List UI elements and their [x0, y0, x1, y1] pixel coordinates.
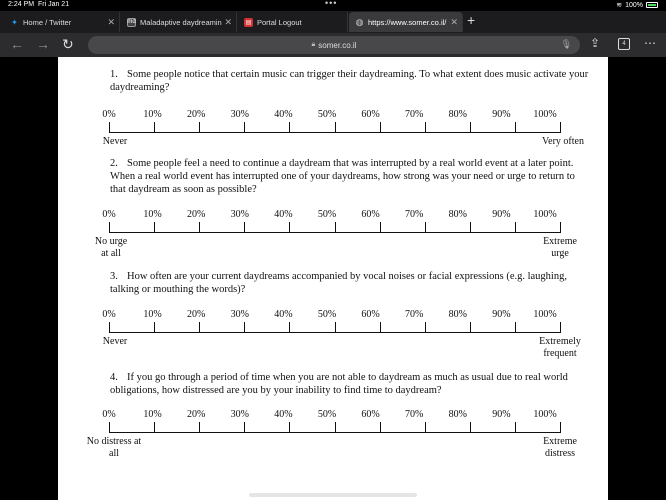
- url-text: somer.co.il: [318, 40, 357, 50]
- scale-tick: [109, 222, 110, 233]
- md-icon: md: [127, 19, 136, 25]
- twitter-icon: ✦: [11, 17, 18, 27]
- rating-scale[interactable]: [109, 222, 561, 233]
- portal-icon: ▤: [245, 19, 252, 26]
- scale-label: 20%: [187, 309, 206, 320]
- question-number: 1.: [110, 69, 118, 80]
- scale-tick: [154, 422, 155, 433]
- scale-tick: [154, 122, 155, 133]
- scale-label: 60%: [361, 309, 380, 320]
- question-text: [110, 270, 590, 296]
- scale-tick: [470, 422, 471, 433]
- tab-label: Maladaptive daydreamin: [140, 17, 222, 27]
- scale-label: 90%: [492, 109, 511, 120]
- scale-label: 80%: [448, 309, 467, 320]
- scale-label: 0%: [102, 309, 116, 320]
- rating-scale[interactable]: [109, 322, 561, 333]
- scale-high-label: Extremely frequent: [539, 336, 581, 359]
- scale-label: 20%: [187, 109, 206, 120]
- question-number: 2.: [110, 158, 118, 169]
- scale-tick: [515, 122, 516, 133]
- scale-tick: [560, 322, 561, 333]
- scale-label: 70%: [405, 309, 424, 320]
- scale-tick: [154, 222, 155, 233]
- scale-label: 90%: [492, 209, 511, 220]
- tab-label: https://www.somer.co.il/: [368, 17, 447, 27]
- scale-label: 20%: [187, 409, 206, 420]
- scale-tick: [380, 122, 381, 133]
- address-bar[interactable]: [88, 36, 580, 54]
- scale-tick: [199, 422, 200, 433]
- question-number: 4.: [110, 372, 118, 383]
- scale-label: 0%: [102, 209, 116, 220]
- scale-tick: [244, 122, 245, 133]
- scale-tick: [109, 122, 110, 133]
- status-bar: [0, 0, 666, 10]
- scale-tick: [289, 222, 290, 233]
- tab-portal[interactable]: [238, 12, 348, 32]
- scale-tick: [244, 422, 245, 433]
- tab-maladaptive[interactable]: [121, 12, 237, 32]
- scale-label: 40%: [274, 209, 293, 220]
- tab-bar: [0, 11, 666, 33]
- back-icon[interactable]: ←: [10, 36, 24, 52]
- document-page: [58, 57, 608, 500]
- scale-label: 10%: [143, 209, 162, 220]
- question-text: [110, 371, 590, 397]
- scale-label: 70%: [405, 409, 424, 420]
- close-tab-icon[interactable]: ✕: [224, 17, 232, 27]
- scale-tick: [425, 122, 426, 133]
- lock-icon: 🔒︎: [311, 41, 316, 48]
- scale-tick: [335, 222, 336, 233]
- scale-label: 50%: [317, 309, 337, 320]
- tab-overview-button[interactable]: 4: [618, 38, 630, 50]
- scale-tick: [380, 322, 381, 333]
- scale-label: 30%: [230, 309, 249, 320]
- wifi-icon: ≋: [616, 2, 623, 9]
- question-body: How often are your current daydreams accompanied by vocal noises or facial expressions (e.g. laughing, talking or mouthing the words)?: [110, 271, 567, 295]
- scale-tick: [515, 422, 516, 433]
- scale-label: 10%: [143, 409, 162, 420]
- scale-label: 100%: [533, 309, 557, 320]
- tab-label: Portal Logout: [257, 17, 302, 27]
- reload-icon[interactable]: ↻: [62, 36, 74, 52]
- scale-label: 10%: [143, 109, 162, 120]
- scale-tick: [470, 122, 471, 133]
- scale-label: 100%: [533, 209, 557, 220]
- scale-label: 40%: [274, 409, 293, 420]
- microphone-icon[interactable]: 🎙︎: [560, 39, 572, 49]
- toolbar: [0, 33, 666, 57]
- scale-high-label: Very often: [542, 136, 584, 147]
- scale-label: 60%: [361, 409, 380, 420]
- scale-tick: [154, 322, 155, 333]
- scale-label: 30%: [230, 109, 249, 120]
- scale-tick: [289, 422, 290, 433]
- tab-twitter[interactable]: [4, 12, 120, 32]
- scale-label: 0%: [102, 109, 116, 120]
- scale-label: 100%: [533, 409, 557, 420]
- scale-tick: [425, 222, 426, 233]
- scale-label: 80%: [448, 409, 467, 420]
- scale-high-label: Extreme distress: [543, 436, 577, 459]
- scale-label: 30%: [230, 209, 249, 220]
- scale-label: 50%: [317, 209, 337, 220]
- question-number: 3.: [110, 271, 118, 282]
- scale-label: 100%: [533, 109, 557, 120]
- scale-label: 40%: [274, 309, 293, 320]
- scale-tick: [470, 222, 471, 233]
- scale-label: 30%: [230, 409, 249, 420]
- scale-tick: [380, 422, 381, 433]
- scale-tick: [515, 322, 516, 333]
- scale-tick: [425, 322, 426, 333]
- scale-tick: [335, 122, 336, 133]
- question-body: Some people feel a need to continue a daydream that was interrupted by a real world event at a later point. When a real world event has interrupted one of your daydreams, how strong was your need or urge to return to that daydream as soon as possible?: [110, 158, 575, 195]
- globe-icon: ◍: [355, 16, 364, 27]
- new-tab-icon[interactable]: +: [467, 12, 476, 28]
- scale-tick: [560, 422, 561, 433]
- tab-somer[interactable]: [349, 12, 463, 32]
- scale-label: 40%: [274, 109, 293, 120]
- question-text: [110, 157, 590, 196]
- scale-tick: [335, 422, 336, 433]
- question-text: [110, 68, 590, 94]
- scale-tick: [109, 422, 110, 433]
- scale-label: 0%: [102, 409, 116, 420]
- battery-percent: 100%: [625, 1, 643, 9]
- scale-tick: [244, 322, 245, 333]
- scale-tick: [425, 422, 426, 433]
- scale-label: 60%: [361, 109, 380, 120]
- forward-icon[interactable]: →: [36, 36, 50, 52]
- more-icon[interactable]: ⋯: [644, 36, 656, 50]
- scale-tick: [560, 222, 561, 233]
- scale-low-label: No urge at all: [94, 236, 128, 259]
- scale-tick: [560, 122, 561, 133]
- question-body: Some people notice that certain music can trigger their daydreaming. To what extent does music activate your daydreaming?: [110, 69, 589, 93]
- scale-label: 50%: [317, 409, 337, 420]
- scale-label: 90%: [492, 309, 511, 320]
- scale-tick: [289, 322, 290, 333]
- scale-low-label: Never: [102, 136, 128, 147]
- scale-label: 80%: [448, 109, 467, 120]
- scale-label: 70%: [405, 209, 424, 220]
- scale-tick: [289, 122, 290, 133]
- scale-tick: [109, 322, 110, 333]
- scale-label: 60%: [361, 209, 380, 220]
- scale-high-label: Extreme urge: [543, 236, 577, 259]
- scale-label: 20%: [187, 209, 206, 220]
- share-icon[interactable]: ⇪: [590, 36, 601, 50]
- scale-label: 90%: [492, 409, 511, 420]
- home-indicator[interactable]: [249, 493, 417, 497]
- scale-label: 50%: [317, 109, 337, 120]
- rating-scale[interactable]: [109, 122, 561, 133]
- battery-icon: [646, 2, 658, 8]
- scale-tick: [199, 222, 200, 233]
- close-tab-icon[interactable]: ✕: [450, 17, 458, 27]
- scale-tick: [244, 222, 245, 233]
- scale-tick: [335, 322, 336, 333]
- status-time: 2:24 PM Fri Jan 21: [8, 1, 70, 8]
- tab-label: Home / Twitter: [23, 17, 72, 27]
- scale-tick: [470, 322, 471, 333]
- scale-label: 80%: [448, 209, 467, 220]
- status-right: [616, 1, 658, 9]
- scale-low-label: Never: [102, 336, 128, 347]
- scale-low-label: No distress at all: [86, 436, 142, 459]
- close-tab-icon[interactable]: ✕: [107, 17, 115, 27]
- scale-tick: [380, 222, 381, 233]
- rating-scale[interactable]: [109, 422, 561, 433]
- question-body: If you go through a period of time when you are not able to daydream as much as usual due to real world obligations, how distressed are you by your inability to find time to daydream?: [110, 372, 568, 396]
- multitask-dots[interactable]: •••: [325, 0, 338, 8]
- scale-tick: [199, 322, 200, 333]
- scale-label: 10%: [143, 309, 162, 320]
- scale-tick: [515, 222, 516, 233]
- scale-tick: [199, 122, 200, 133]
- scale-label: 70%: [405, 109, 424, 120]
